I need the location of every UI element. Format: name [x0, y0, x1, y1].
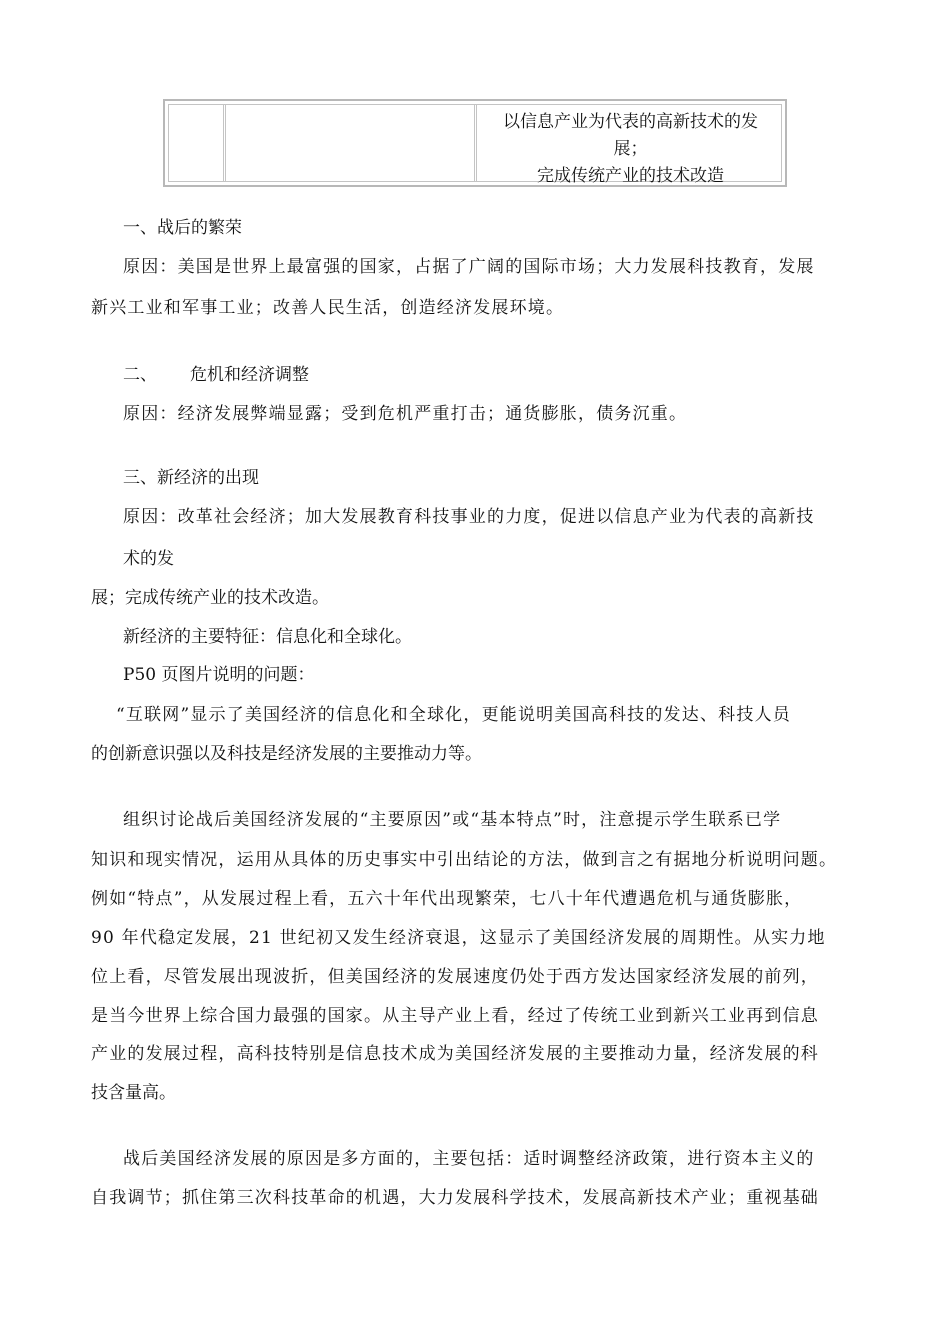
- section-3-reason-line-2: 术的发: [123, 549, 174, 569]
- section-heading-2-number: 二、: [123, 365, 157, 385]
- section-3-internet-line-2: 的创新意识强以及科技是经济发展的主要推动力等。: [91, 744, 482, 764]
- discussion-line: 是当今世界上综合国力最强的国家。从主导产业上看，经过了传统工业到新兴工业再到信息: [91, 1006, 819, 1026]
- reasons-line: 自我调节；抓住第三次科技革命的机遇，大力发展科学技术，发展高新技术产业；重视基础: [91, 1188, 819, 1208]
- section-3-internet-line-1: “互联网”显示了美国经济的信息化和全球化，更能说明美国高科技的发达、科技人员: [116, 705, 791, 725]
- discussion-line: 90 年代稳定发展，21 世纪初又发生经济衰退，这显示了美国经济发展的周期性。从实力地: [91, 928, 826, 948]
- table-cell-empty-2: [229, 105, 477, 181]
- table-cell-empty-1: [169, 105, 226, 181]
- section-1-reason-line-2: 新兴工业和军事工业；改善人民生活，创造经济发展环境。: [91, 298, 565, 318]
- section-3-reason-line-1: 原因：改革社会经济；加大发展教育科技事业的力度，促进以信息产业为代表的高新技: [123, 507, 815, 527]
- discussion-line: 组织讨论战后美国经济发展的“主要原因”或“基本特点”时，注意提示学生联系已学: [123, 810, 782, 830]
- discussion-line: 产业的发展过程，高科技特别是信息技术成为美国经济发展的主要推动力量，经济发展的科: [91, 1044, 819, 1064]
- table-cell-line: 完成传统产业的技术改造: [537, 166, 724, 186]
- table-cell-line: 以信息产业为代表的高新技术的发: [503, 112, 758, 132]
- discussion-line: 知识和现实情况，运用从具体的历史事实中引出结论的方法，做到言之有据地分析说明问题。: [91, 850, 838, 870]
- table-cell-text: [480, 109, 781, 190]
- section-3-reason-line-3: 展；完成传统产业的技术改造。: [91, 588, 329, 608]
- table-cell-line: 展；: [613, 139, 648, 159]
- reasons-line: 战后美国经济发展的原因是多方面的，主要包括：适时调整经济政策，进行资本主义的: [123, 1149, 815, 1169]
- section-1-reason-line-1: 原因：美国是世界上最富强的国家，占据了广阔的国际市场；大力发展科技教育，发展: [123, 257, 815, 277]
- discussion-line: 位上看，尽管发展出现波折，但美国经济的发展速度仍处于西方发达国家经济发展的前列，: [91, 967, 819, 987]
- table-cell-content: [480, 105, 781, 186]
- discussion-line: 技含量高。: [91, 1083, 176, 1103]
- section-heading-3: 三、新经济的出现: [123, 468, 259, 488]
- section-heading-2-text: 危机和经济调整: [190, 365, 309, 385]
- section-2-reason: 原因：经济发展弊端显露；受到危机严重打击；通货膨胀，债务沉重。: [123, 404, 688, 424]
- discussion-line: 例如“特点”，从发展过程上看，五六十年代出现繁荣，七八十年代遭遇危机与通货膨胀，: [91, 889, 803, 909]
- section-3-features: 新经济的主要特征：信息化和全球化。: [123, 627, 412, 647]
- table-inner-border: [168, 104, 782, 186]
- table-fragment: [163, 99, 787, 187]
- section-3-p50-question: P50 页图片说明的问题：: [123, 665, 315, 685]
- section-heading-1: 一、战后的繁荣: [123, 218, 242, 238]
